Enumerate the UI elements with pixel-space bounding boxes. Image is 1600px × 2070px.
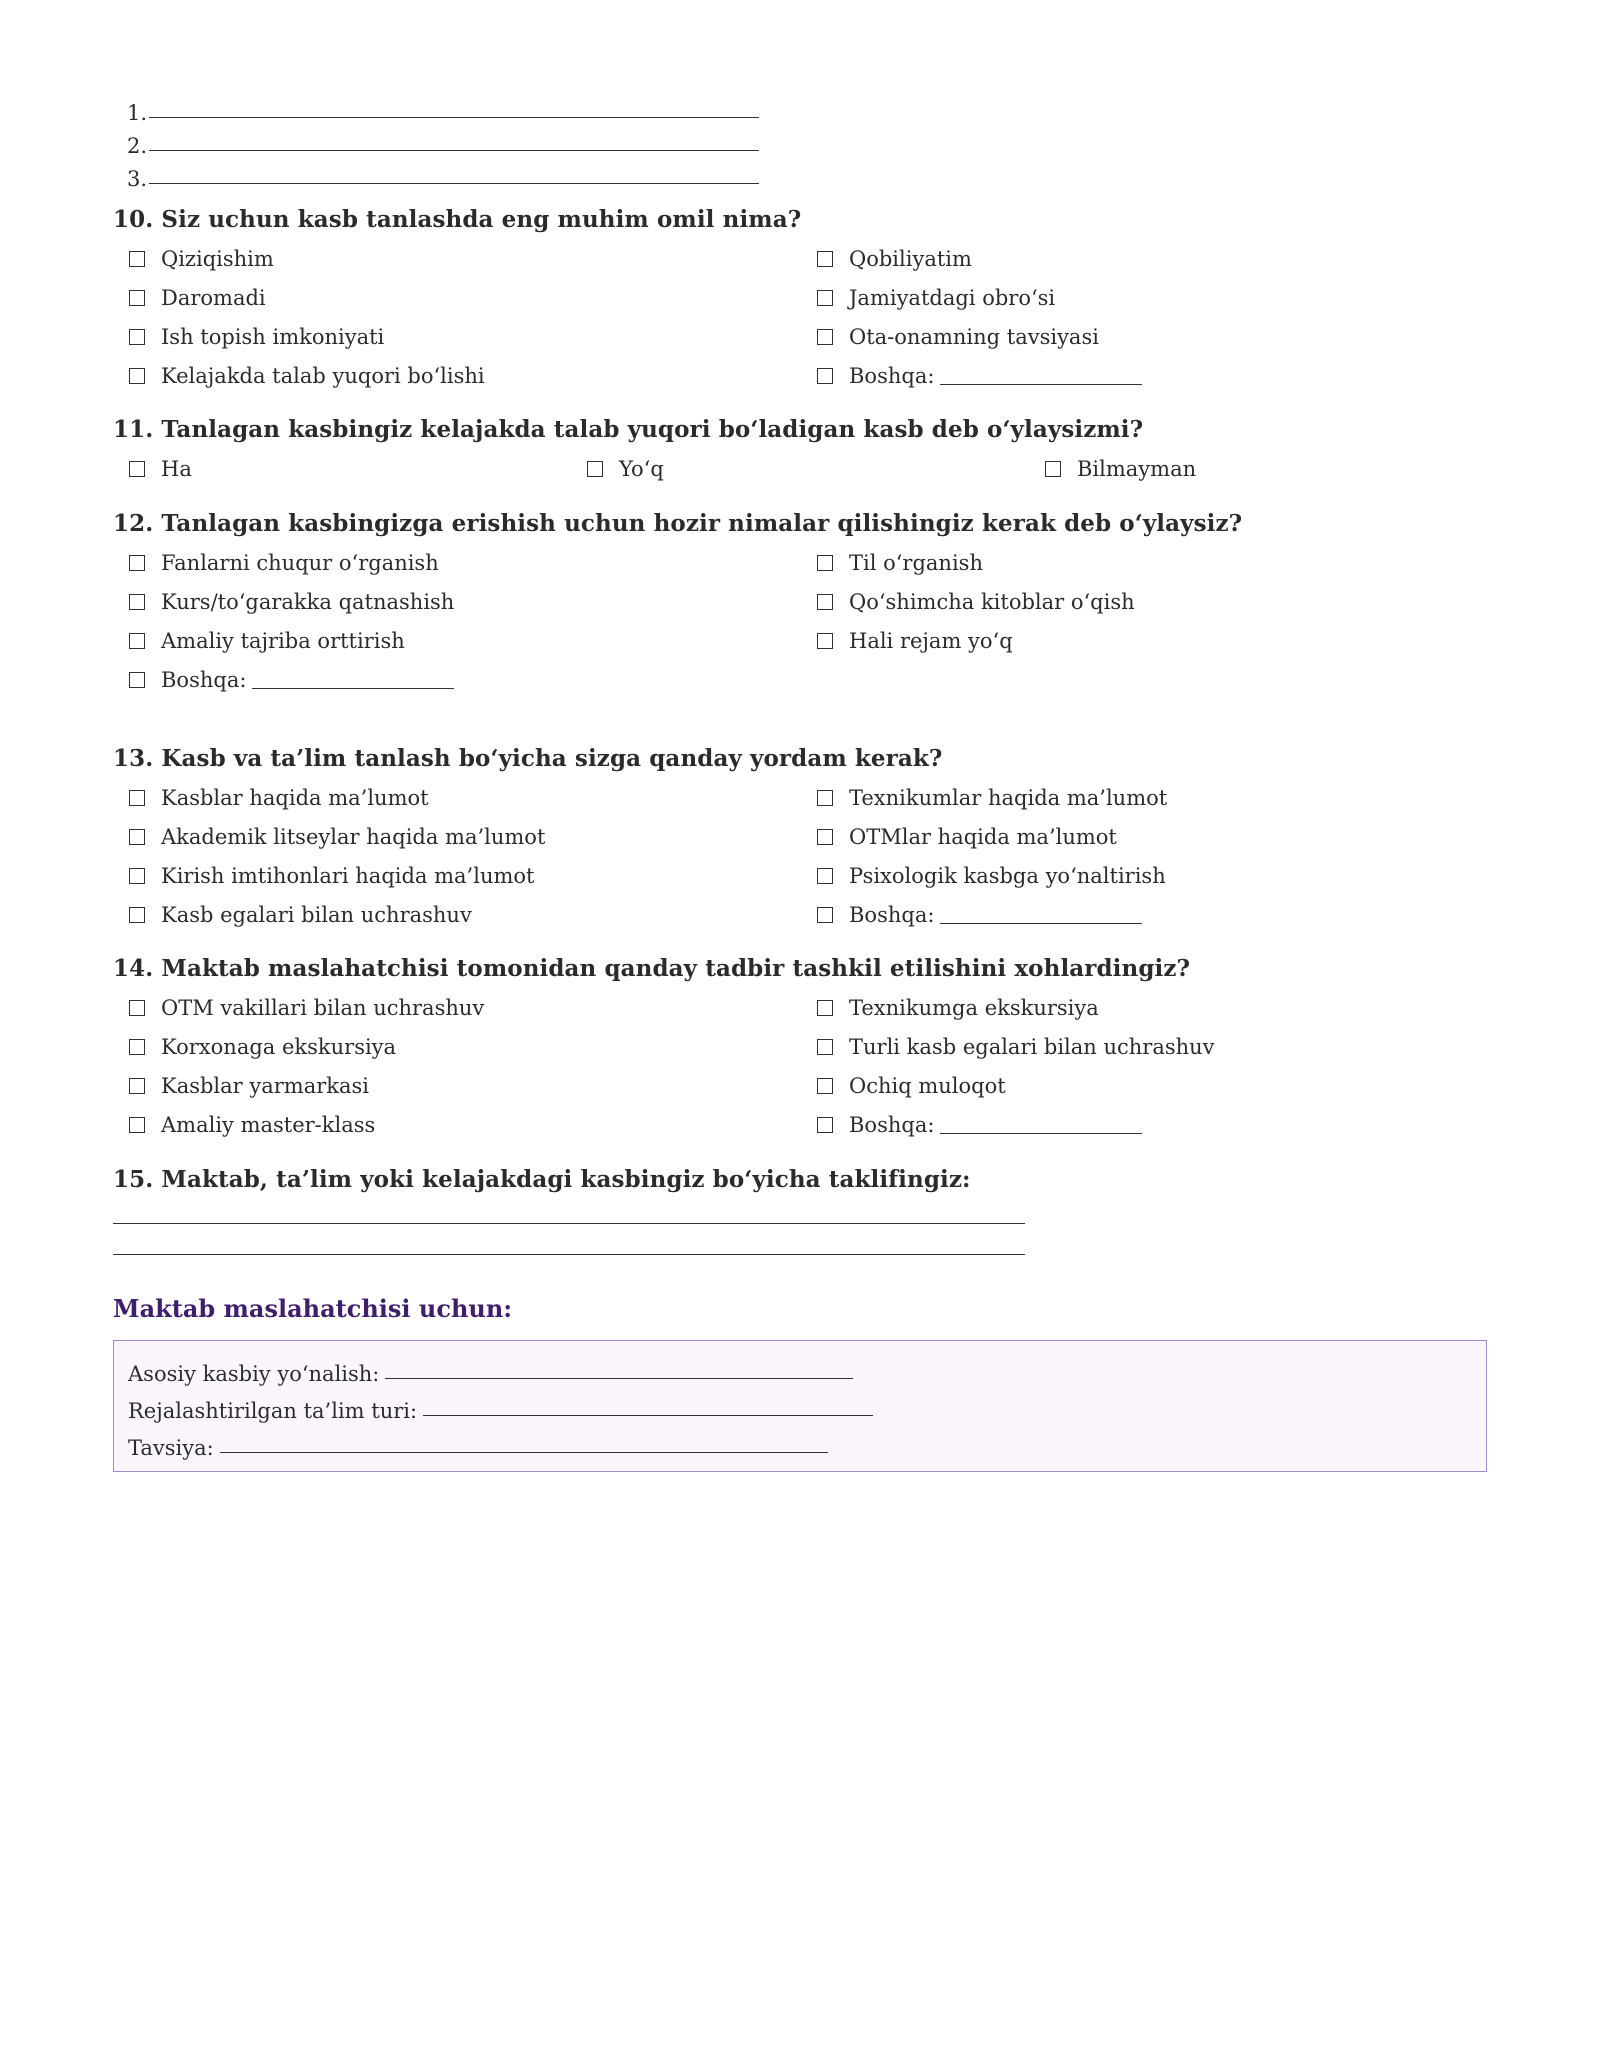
checkbox-icon[interactable] xyxy=(129,329,145,345)
checkbox-icon[interactable] xyxy=(817,790,833,806)
checkbox-icon[interactable] xyxy=(817,1078,833,1094)
checkbox-icon[interactable] xyxy=(129,1039,145,1055)
checkbox-icon[interactable] xyxy=(817,290,833,306)
checkbox-icon[interactable] xyxy=(129,251,145,267)
option-checkbox[interactable]: Bilmayman xyxy=(1045,453,1345,485)
checkbox-icon[interactable] xyxy=(817,829,833,845)
checkbox-icon[interactable] xyxy=(817,1117,833,1133)
suggestion-line-1[interactable] xyxy=(113,1223,1025,1224)
checkbox-icon[interactable] xyxy=(817,368,833,384)
counselor-box xyxy=(113,1340,1487,1472)
counselor-field-education-type[interactable]: Rejalashtirilgan ta’lim turi: xyxy=(128,1386,1472,1423)
option-checkbox[interactable]: Jamiyatdagi obro‘si xyxy=(817,282,1317,314)
checkbox-icon[interactable] xyxy=(129,633,145,649)
checkbox-icon[interactable] xyxy=(129,1000,145,1016)
option-checkbox[interactable]: Kurs/to‘garakka qatnashish xyxy=(129,586,817,618)
option-checkbox[interactable]: Texnikumlar haqida ma’lumot xyxy=(817,782,1317,814)
answer-line-2[interactable]: 2. xyxy=(127,125,759,158)
checkbox-icon[interactable] xyxy=(129,368,145,384)
option-checkbox[interactable]: Qobiliyatim xyxy=(817,243,1317,275)
option-checkbox[interactable]: Ota-onamning tavsiyasi xyxy=(817,321,1317,353)
answer-line-1[interactable]: 1. xyxy=(127,92,759,125)
option-checkbox[interactable]: Turli kasb egalari bilan uchrashuv xyxy=(817,1031,1317,1063)
question-title: 14. Maktab maslahatchisi tomonidan qanday tadbir tashkil etilishini xohlardingiz? xyxy=(113,955,1191,982)
option-checkbox[interactable]: Ha xyxy=(129,453,587,485)
checkbox-icon[interactable] xyxy=(129,594,145,610)
question-15 xyxy=(113,1166,1513,1255)
checkbox-icon[interactable] xyxy=(129,868,145,884)
checkbox-icon[interactable] xyxy=(129,829,145,845)
field-input-line[interactable] xyxy=(385,1378,853,1379)
checkbox-icon[interactable] xyxy=(817,251,833,267)
option-checkbox[interactable]: Qiziqishim xyxy=(129,243,817,275)
counselor-section-title: Maktab maslahatchisi uchun: xyxy=(113,1294,513,1323)
other-input-line[interactable] xyxy=(252,688,454,689)
option-checkbox[interactable]: OTM vakillari bilan uchrashuv xyxy=(129,992,817,1024)
checkbox-icon[interactable] xyxy=(587,461,603,477)
option-checkbox[interactable]: Kasb egalari bilan uchrashuv xyxy=(129,899,817,931)
other-input-line[interactable] xyxy=(940,1133,1142,1134)
field-input-line[interactable] xyxy=(220,1452,828,1453)
question-10 xyxy=(113,206,1513,392)
option-checkbox[interactable]: Kasblar haqida ma’lumot xyxy=(129,782,817,814)
question-title: 13. Kasb va ta’lim tanlash bo‘yicha sizga qanday yordam kerak? xyxy=(113,745,943,772)
checkbox-icon[interactable] xyxy=(817,329,833,345)
answer-line-3[interactable]: 3. xyxy=(127,158,759,191)
question-12 xyxy=(113,510,1513,696)
checkbox-icon[interactable] xyxy=(817,1039,833,1055)
question-title: 10. Siz uchun kasb tanlashda eng muhim omil nima? xyxy=(113,206,802,233)
field-input-line[interactable] xyxy=(423,1415,873,1416)
option-checkbox[interactable]: Amaliy master-klass xyxy=(129,1109,817,1141)
checkbox-icon[interactable] xyxy=(817,907,833,923)
option-checkbox[interactable]: Kelajakda talab yuqori bo‘lishi xyxy=(129,360,817,392)
counselor-field-recommendation[interactable]: Tavsiya: xyxy=(128,1423,1472,1460)
numbered-answer-lines xyxy=(127,92,759,191)
option-checkbox[interactable]: Yo‘q xyxy=(587,453,1045,485)
checkbox-icon[interactable] xyxy=(129,290,145,306)
option-checkbox[interactable]: Ochiq muloqot xyxy=(817,1070,1317,1102)
option-checkbox-other[interactable]: Boshqa: xyxy=(817,1109,1317,1141)
counselor-field-direction[interactable]: Asosiy kasbiy yo‘nalish: xyxy=(128,1349,1472,1386)
question-title: 15. Maktab, ta’lim yoki kelajakdagi kasbingiz bo‘yicha taklifingiz: xyxy=(113,1166,971,1193)
other-input-line[interactable] xyxy=(940,384,1142,385)
checkbox-icon[interactable] xyxy=(817,1000,833,1016)
checkbox-icon[interactable] xyxy=(817,555,833,571)
option-checkbox[interactable]: Texnikumga ekskursiya xyxy=(817,992,1317,1024)
other-input-line[interactable] xyxy=(940,923,1142,924)
option-checkbox[interactable]: OTMlar haqida ma’lumot xyxy=(817,821,1317,853)
option-checkbox[interactable]: Til o‘rganish xyxy=(817,547,1317,579)
option-checkbox[interactable]: Fanlarni chuqur o‘rganish xyxy=(129,547,817,579)
question-title: 12. Tanlagan kasbingizga erishish uchun hozir nimalar qilishingiz kerak deb o‘ylaysiz? xyxy=(113,510,1243,537)
option-checkbox[interactable]: Psixologik kasbga yo‘naltirish xyxy=(817,860,1317,892)
option-checkbox[interactable]: Daromadi xyxy=(129,282,817,314)
checkbox-icon[interactable] xyxy=(129,790,145,806)
option-checkbox[interactable]: Amaliy tajriba orttirish xyxy=(129,625,817,657)
checkbox-icon[interactable] xyxy=(129,672,145,688)
checkbox-icon[interactable] xyxy=(817,633,833,649)
option-checkbox[interactable]: Kasblar yarmarkasi xyxy=(129,1070,817,1102)
question-title: 11. Tanlagan kasbingiz kelajakda talab yuqori bo‘ladigan kasb deb o‘ylaysizmi? xyxy=(113,416,1144,443)
option-checkbox[interactable]: Hali rejam yo‘q xyxy=(817,625,1317,657)
question-13 xyxy=(113,745,1513,931)
option-checkbox[interactable]: Qo‘shimcha kitoblar o‘qish xyxy=(817,586,1317,618)
checkbox-icon[interactable] xyxy=(817,594,833,610)
checkbox-icon[interactable] xyxy=(129,555,145,571)
option-checkbox-other[interactable]: Boshqa: xyxy=(817,899,1317,931)
checkbox-icon[interactable] xyxy=(129,907,145,923)
question-11 xyxy=(113,416,1513,485)
checkbox-icon[interactable] xyxy=(817,868,833,884)
checkbox-icon[interactable] xyxy=(129,1078,145,1094)
option-checkbox[interactable]: Akademik litseylar haqida ma’lumot xyxy=(129,821,817,853)
option-checkbox[interactable]: Kirish imtihonlari haqida ma’lumot xyxy=(129,860,817,892)
option-checkbox[interactable]: Ish topish imkoniyati xyxy=(129,321,817,353)
checkbox-icon[interactable] xyxy=(129,1117,145,1133)
option-checkbox[interactable]: Korxonaga ekskursiya xyxy=(129,1031,817,1063)
option-checkbox-other[interactable]: Boshqa: xyxy=(129,664,817,696)
option-checkbox-other[interactable]: Boshqa: xyxy=(817,360,1317,392)
checkbox-icon[interactable] xyxy=(1045,461,1061,477)
suggestion-line-2[interactable] xyxy=(113,1254,1025,1255)
checkbox-icon[interactable] xyxy=(129,461,145,477)
question-14 xyxy=(113,955,1513,1141)
